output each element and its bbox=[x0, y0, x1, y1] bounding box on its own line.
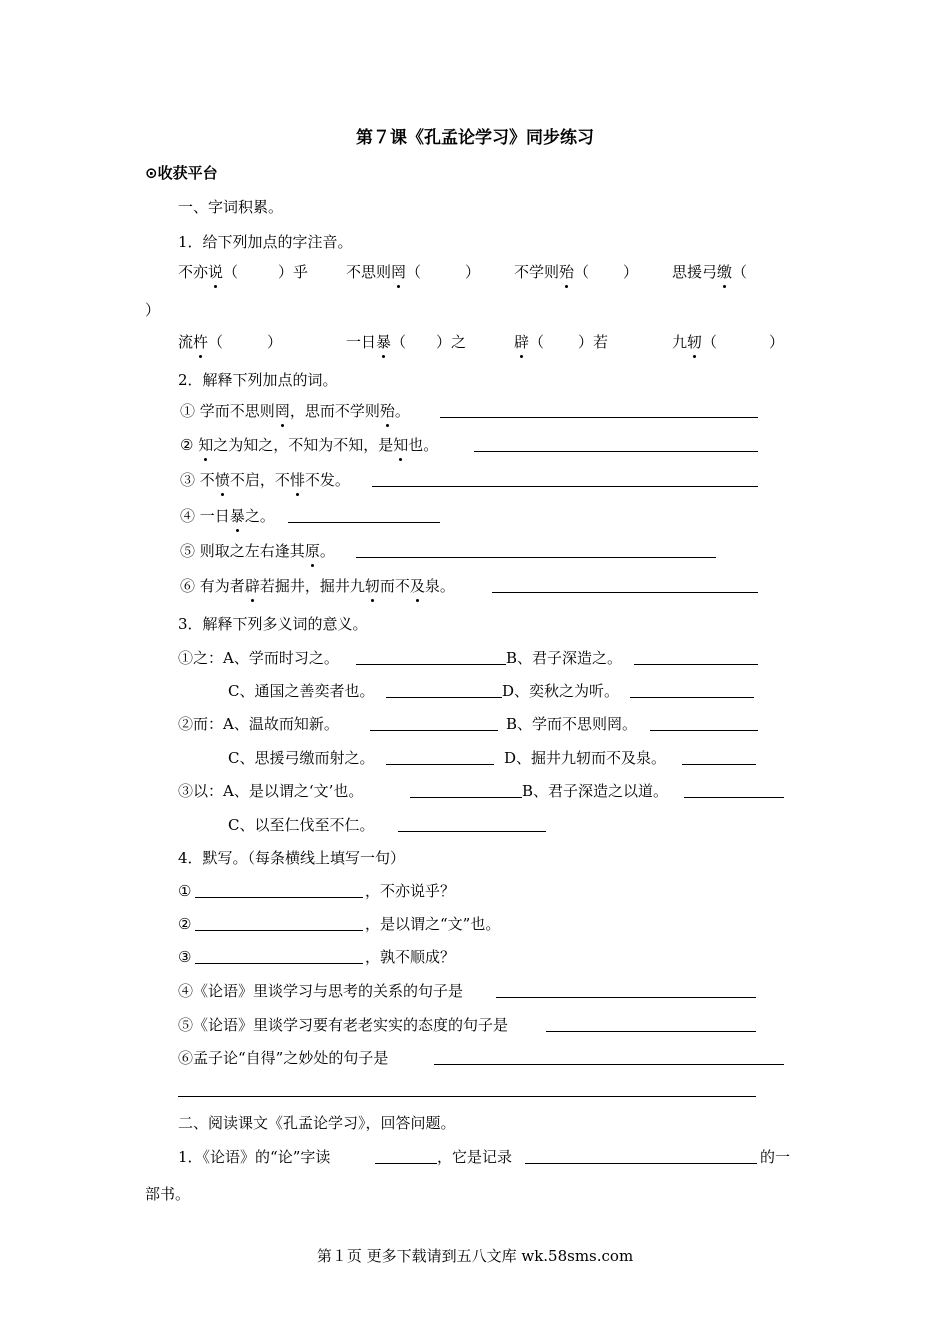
q3-line-4b: D、掘井九轫而不及泉。 bbox=[504, 749, 667, 767]
q4-item-2-text: ，是以谓之“文”也。 bbox=[365, 915, 501, 933]
q1-row2-c: 辟（ ）若 bbox=[514, 333, 609, 351]
part1-heading: 一、字词积累。 bbox=[178, 198, 284, 216]
part2-heading: 二、阅读课文《孔孟论学习》，回答问题。 bbox=[178, 1114, 456, 1132]
part2-q1-a: 1．《论语》的“论”字读 bbox=[178, 1148, 331, 1166]
q3-blank-6a[interactable] bbox=[398, 815, 546, 832]
q1-row2-b: 一日暴（ ）之 bbox=[346, 333, 467, 351]
q1-label: 1．给下列加点的字注音。 bbox=[178, 233, 353, 251]
q3-blank-1b[interactable] bbox=[634, 648, 758, 665]
q3-blank-4a[interactable] bbox=[386, 748, 494, 765]
q3-line-1b: B、君子深造之。 bbox=[506, 649, 623, 667]
q3-line-2b: D、奕秋之为听。 bbox=[502, 682, 620, 700]
q4-item-3-text: ，孰不顺成？ bbox=[365, 948, 456, 966]
q3-line-5b: B、君子深造之以道。 bbox=[522, 782, 669, 800]
q2-blank-6[interactable] bbox=[492, 576, 758, 593]
q2-blank-2[interactable] bbox=[474, 435, 758, 452]
q3-blank-3b[interactable] bbox=[650, 714, 758, 731]
q3-blank-1a[interactable] bbox=[356, 648, 506, 665]
q4-blank-5[interactable] bbox=[546, 1015, 756, 1032]
q1-row1-b: 不思则罔（ ） bbox=[346, 263, 481, 281]
q1-row1-c: 不学则殆（ ） bbox=[514, 263, 639, 281]
q4-item-4: ④《论语》里谈学习与思考的关系的句子是 bbox=[178, 982, 464, 1000]
q4-blank-4[interactable] bbox=[496, 981, 756, 998]
q2-item-6: ⑥ 有为者辟若掘井，掘井九轫而不及泉。 bbox=[180, 577, 455, 595]
q1-row1-d: 思援弓缴（ bbox=[672, 263, 748, 281]
q3-line-3b: B、学而不思则罔。 bbox=[506, 715, 638, 733]
q3-blank-4b[interactable] bbox=[682, 748, 756, 765]
q1-row2-a: 流杵（ ） bbox=[178, 333, 283, 351]
q2-blank-4[interactable] bbox=[288, 506, 440, 523]
part2-q1-blank-1[interactable] bbox=[375, 1147, 437, 1164]
q2-blank-5[interactable] bbox=[356, 541, 716, 558]
q3-blank-2a[interactable] bbox=[386, 681, 502, 698]
q4-item-5: ⑤《论语》里谈学习要有老老实实的态度的句子是 bbox=[178, 1016, 509, 1034]
section-label: ⊙收获平台 bbox=[145, 164, 218, 182]
q4-item-3-num: ③ bbox=[178, 948, 192, 966]
q4-item-1-num: ① bbox=[178, 882, 192, 900]
q3-line-2a: C、通国之善奕者也。 bbox=[228, 682, 375, 700]
q4-blank-1[interactable] bbox=[195, 881, 363, 898]
part2-q1-d: 部书。 bbox=[145, 1185, 191, 1203]
q3-line-5a: ③以：A、是以谓之‘文’也。 bbox=[178, 782, 364, 800]
q1-row1: 不亦说（ ）乎 bbox=[178, 263, 309, 281]
part2-q1-b: ，它是记录 bbox=[437, 1148, 513, 1166]
q4-item-6: ⑥孟子论“自得”之妙处的句子是 bbox=[178, 1049, 389, 1067]
q3-line-6a: C、以至仁伐至不仁。 bbox=[228, 816, 375, 834]
part2-q1-c: 的一 bbox=[760, 1148, 791, 1166]
q2-item-1: ① 学而不思则罔，思而不学则殆。 bbox=[180, 402, 410, 420]
q3-line-1a: ①之：A、学而时习之。 bbox=[178, 649, 339, 667]
q2-blank-3[interactable] bbox=[372, 470, 758, 487]
q4-blank-3[interactable] bbox=[195, 947, 363, 964]
q4-blank-6b[interactable] bbox=[178, 1080, 756, 1097]
part2-q1-blank-2[interactable] bbox=[525, 1147, 757, 1164]
q4-item-2-num: ② bbox=[178, 915, 192, 933]
q2-item-2: ② 知之为知之，不知为不知，是知也。 bbox=[180, 436, 439, 454]
q3-line-3a: ②而：A、温故而知新。 bbox=[178, 715, 339, 733]
q2-blank-1[interactable] bbox=[440, 401, 758, 418]
q4-blank-2[interactable] bbox=[195, 914, 363, 931]
q3-line-4a: C、思援弓缴而射之。 bbox=[228, 749, 375, 767]
q4-blank-6[interactable] bbox=[434, 1048, 784, 1065]
q2-item-5: ⑤ 则取之左右逢其原。 bbox=[180, 542, 335, 560]
q4-item-1-text: ，不亦说乎？ bbox=[365, 882, 456, 900]
q2-item-3: ③ 不愤不启，不悱不发。 bbox=[180, 471, 350, 489]
q4-label: 4．默写。（每条横线上填写一句） bbox=[178, 849, 406, 867]
q3-blank-3a[interactable] bbox=[370, 714, 498, 731]
q1-row2-d: 九轫（ ） bbox=[672, 333, 785, 351]
q3-blank-5b[interactable] bbox=[684, 781, 784, 798]
page-title: 第７课《孔孟论学习》同步练习 bbox=[356, 128, 594, 148]
q3-label: 3．解释下列多义词的意义。 bbox=[178, 615, 368, 633]
q1-row1-wrap: ） bbox=[145, 301, 161, 319]
q2-item-4: ④ 一日暴之。 bbox=[180, 507, 275, 525]
q2-label: 2．解释下列加点的词。 bbox=[178, 371, 338, 389]
q3-blank-2b[interactable] bbox=[630, 681, 754, 698]
page-footer: 第１页 更多下载请到五八文库 wk.58sms.com bbox=[316, 1247, 634, 1265]
q3-blank-5a[interactable] bbox=[410, 781, 522, 798]
